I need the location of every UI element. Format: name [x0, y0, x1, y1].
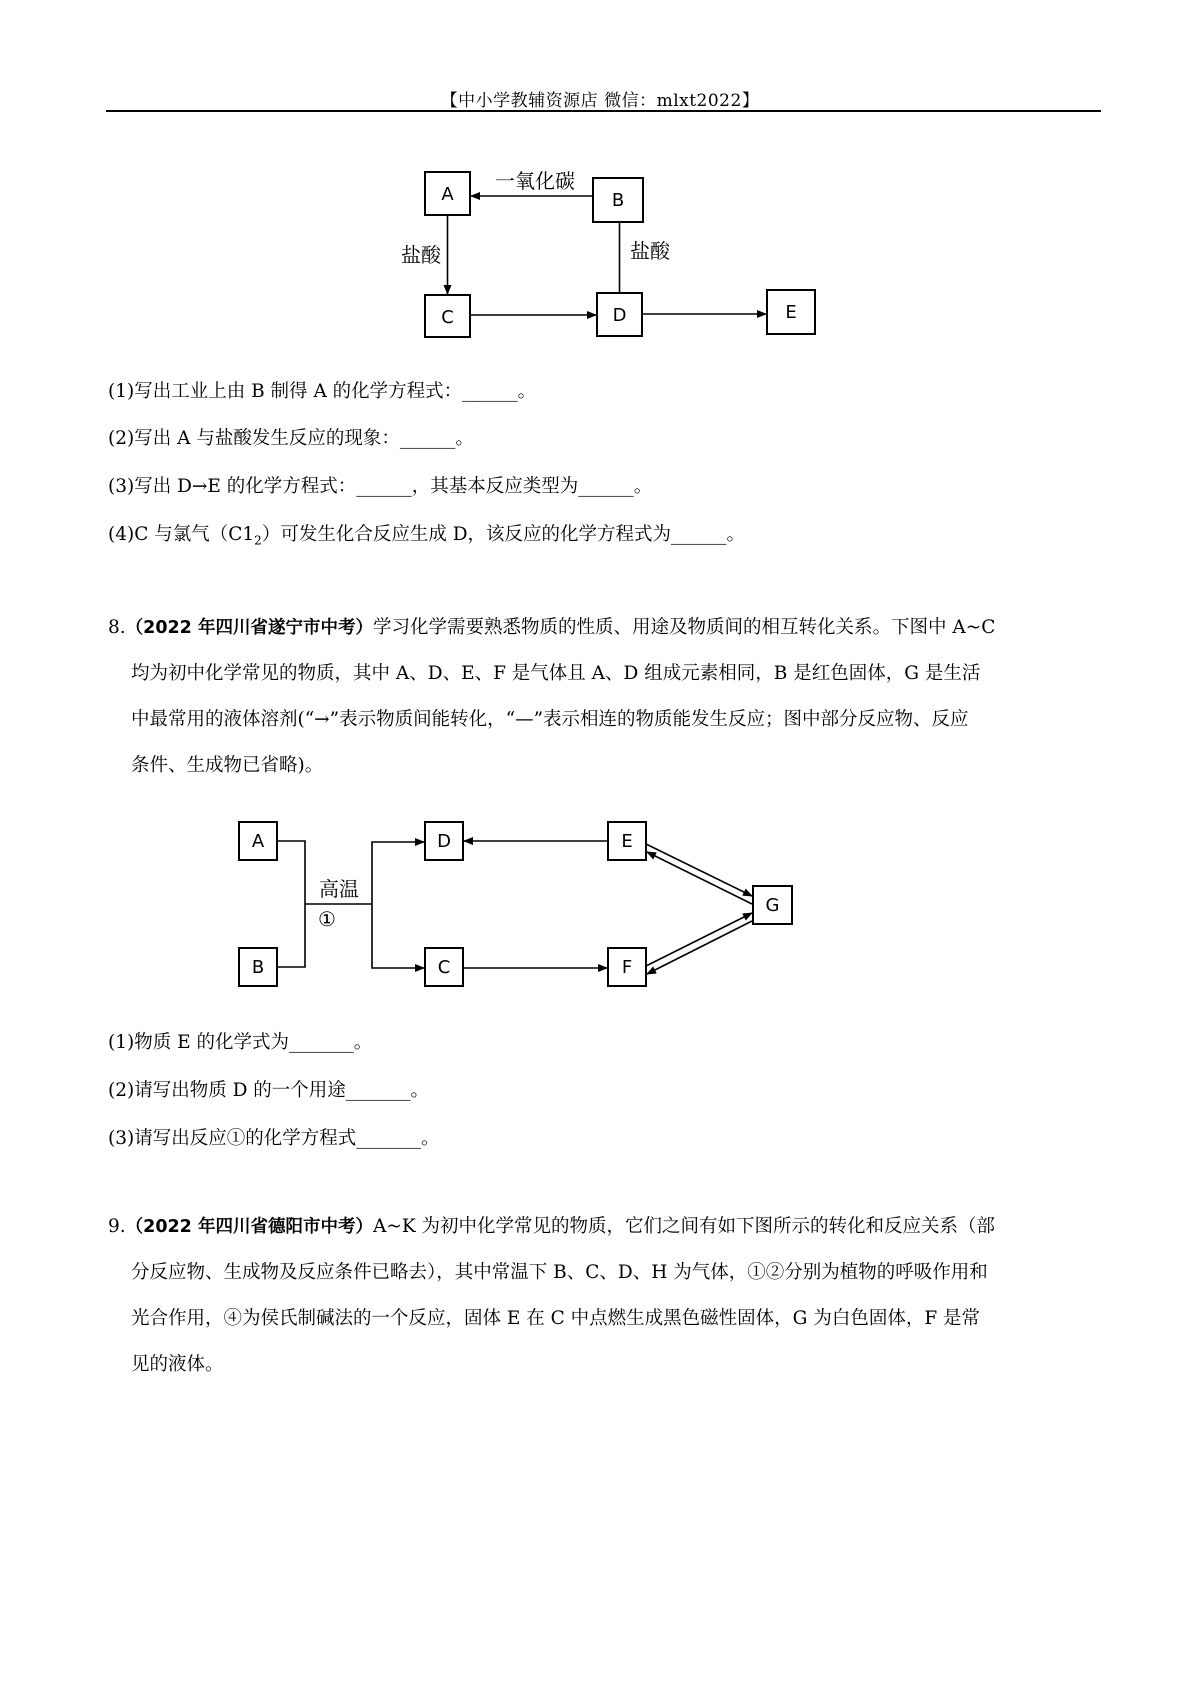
q9-source: （2022 年四川省德阳市中考） [125, 1217, 373, 1237]
node-c-label: C [441, 307, 454, 328]
node-e-label: E [785, 302, 797, 323]
node-b-label: B [611, 190, 625, 211]
q9-line-3: 光合作用，④为侯氏制碱法的一个反应，固体 E 在 C 中点燃生成黑色磁性固体，G 为白色固体，F 是常 [131, 1308, 981, 1329]
q8-stem [108, 605, 1103, 789]
q7-item-4-after: ）可发生化合反应生成 D，该反应的化学方程式为______。 [261, 524, 746, 545]
q9-line-4: 见的液体。 [131, 1354, 224, 1375]
node-e-label: E [621, 831, 633, 852]
node-g-label: G [765, 895, 780, 916]
q8-source: （2022 年四川省遂宁市中考） [125, 618, 373, 638]
node-a-label: A [441, 184, 454, 205]
node-d-label: D [437, 831, 451, 852]
arrow-to-c [372, 904, 424, 968]
q9-line-1 [108, 1204, 1103, 1250]
label-carbon-monoxide: 一氧化碳 [495, 169, 575, 193]
node-d-label: D [612, 305, 627, 326]
q8-item-1: (1)物质 E 的化学式为_______。 [108, 1032, 373, 1053]
node-c-label: C [437, 957, 451, 978]
arrow-g-to-e [647, 852, 752, 904]
node-f-label: F [621, 957, 633, 978]
q8-number: 8. [108, 617, 126, 638]
arrow-to-d [372, 842, 424, 904]
q8-text-1: 学习化学需要熟悉物质的性质、用途及物质间的相互转化关系。下图中 A~C [372, 617, 996, 638]
q8-item-3: (3)请写出反应①的化学方程式_______。 [108, 1128, 440, 1149]
q7-item-4-subscript: 2 [254, 533, 262, 548]
q8-line-3: 中最常用的液体溶剂(“→”表示物质间能转化，“—”表示相连的物质能发生反应；图中部分反应物、反应 [131, 709, 969, 730]
arrow-f-to-g [646, 913, 752, 966]
q9-stem [108, 1204, 1103, 1388]
q9-line-2: 分反应物、生成物及反应条件已略去），其中常温下 B、C、D、H 为气体，①②分别为植物的呼吸作用和 [131, 1262, 988, 1283]
q8-item-2: (2)请写出物质 D 的一个用途_______。 [108, 1080, 430, 1101]
page-header: 【中小学教辅资源店 微信：mlxt2022】 [440, 91, 760, 111]
q7-item-3: (3)写出 D→E 的化学方程式：______，其基本反应类型为______。 [108, 476, 653, 497]
q8-line-2: 均为初中化学常见的物质，其中 A、D、E、F 是气体且 A、D 组成元素相同，B 是红色固体，G 是生活 [131, 663, 981, 684]
header-divider [106, 110, 1101, 112]
bracket-a-b [277, 841, 305, 967]
q9-text-1: A~K 为初中化学常见的物质，它们之间有如下图所示的转化和反应关系（部 [372, 1216, 996, 1237]
label-hcl-a: 盐酸 [401, 243, 441, 267]
q8-line-4: 条件、生成物已省略)。 [131, 755, 324, 776]
node-a-label: A [251, 831, 265, 852]
q9-number: 9. [108, 1216, 126, 1237]
label-high-temp: 高温 [319, 877, 359, 901]
arrow-g-to-f [647, 921, 752, 974]
node-b-label: B [251, 957, 265, 978]
q7-item-2: (2)写出 A 与盐酸发生反应的现象：______。 [108, 428, 474, 449]
label-reaction-1: ① [318, 907, 336, 931]
label-hcl-b: 盐酸 [630, 239, 670, 263]
q8-line-1 [108, 605, 1103, 651]
arrow-e-to-g [646, 844, 752, 896]
reaction-diagram-1 [0, 150, 1200, 350]
q7-item-1: (1)写出工业上由 B 制得 A 的化学方程式：______。 [108, 381, 537, 402]
q7-item-4 [108, 520, 745, 548]
q7-item-4-before: (4)C 与氯气（C1 [108, 524, 255, 545]
reaction-diagram-2 [0, 815, 1200, 1000]
